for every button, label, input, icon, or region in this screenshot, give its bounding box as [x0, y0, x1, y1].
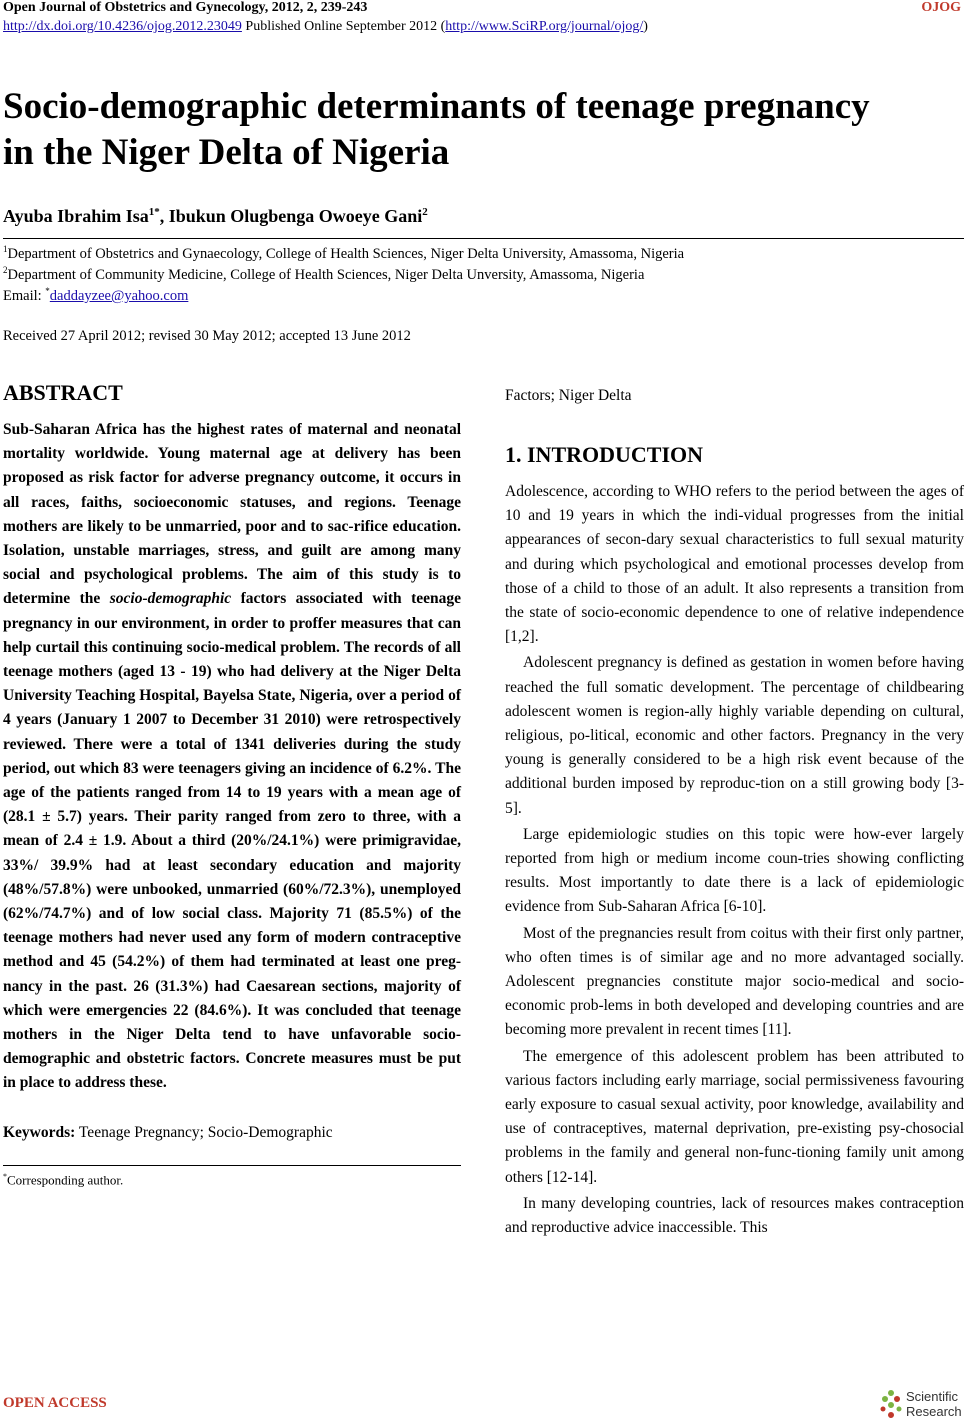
intro-paragraph-2: Adolescent pregnancy is defined as gestation in women before having reached the full somatic development. The percentage of childbearing adolescent women is region-ally highly variable depending on cultural, religious, po-litical, economic and other factors. Pregnancy in the very young is generally considered to be a high risk event because of the additional burden imposed by reproduc-tion on a still growing body [3-5]. [505, 654, 964, 817]
author-2: Ibukun Olugbenga Owoeye Gani [168, 206, 423, 226]
intro-paragraph-6: In many developing countries, lack of resources makes contraception and reproductive advice inaccessible. This [505, 1194, 964, 1237]
affiliation-1 [3, 244, 684, 263]
logo-mark-icon [878, 1389, 904, 1419]
abstract-heading: ABSTRACT [3, 380, 123, 405]
email-link[interactable]: daddayzee@yahoo.com [49, 287, 189, 304]
open-access-label: OPEN ACCESS [3, 1395, 107, 1411]
header-close-paren: ) [643, 19, 648, 34]
logo-text-line-1: Scientific [906, 1389, 959, 1404]
author-1: Ayuba Ibrahim Isa [3, 206, 149, 226]
abstract-italic-term: socio-demographic [109, 590, 232, 608]
footnote-sup: * [3, 1171, 7, 1181]
header-links-line [3, 19, 648, 35]
email-label: Email: [3, 287, 46, 304]
intro-paragraph-3: Large epidemiologic studies on this topic were how-ever largely reported from high or medium income coun-tries showing conflicting results. Most importantly to date there is a lack of epidemiologic evidence from Sub-Saharan Africa [6-10]. [505, 825, 964, 916]
keywords-continuation: Factors; Niger Delta [505, 387, 632, 404]
affiliation-2-sup: 2 [3, 265, 8, 275]
abstract-body [3, 418, 461, 1096]
intro-paragraph-5: The emergence of this adolescent problem has been attributed to various factors including early marriage, social permissiveness favouring early exposure to casual sexual activity, poor knowledge, availability and use of contraceptives, maternal deprivation, pre-existing psy-chosocial problems in the family and general non-func-tioning family unit among others [12-14]. [505, 1047, 964, 1186]
intro-paragraph-4: Most of the pregnancies result from coitus with their first only partner, who often times is of similar age and no more advantaged socially. Adolescent pregnancies constitute major socio-medical and socio-economic prob-lems in both developed and developing countries and are becoming more prevalent in recent times [11]. [505, 924, 964, 1039]
email-line [3, 286, 188, 305]
received-dates: Received 27 April 2012; revised 30 May 2012; accepted 13 June 2012 [3, 328, 411, 344]
affiliation-1-text: Department of Obstetrics and Gynaecology, College of Health Sciences, Niger Delta University, Amassoma, Nigeria [7, 245, 685, 262]
doi-link[interactable]: http://dx.doi.org/10.4236/ojog.2012.23049 [3, 19, 242, 34]
introduction-heading: 1. INTRODUCTION [505, 442, 704, 467]
footnote-text: Corresponding author. [7, 1172, 124, 1188]
keywords-line [3, 1124, 461, 1142]
logo-text [906, 1389, 962, 1419]
keywords-text: Teenage Pregnancy; Socio-Demographic [75, 1123, 333, 1141]
affiliation-2-text: Department of Community Medicine, College of Health Sciences, Niger Delta Unversity, Amassoma, Nigeria [7, 266, 645, 283]
journal-url-link[interactable]: http://www.SciRP.org/journal/ojog/ [445, 19, 644, 34]
left-column [3, 380, 461, 1188]
journal-citation: Open Journal of Obstetrics and Gynecology, 2012, 2, 239-243 [3, 0, 368, 15]
footnote-divider [3, 1165, 461, 1166]
right-column [505, 384, 964, 1242]
email-sup: * [45, 286, 50, 296]
journal-abbreviation: OJOG [921, 0, 961, 15]
footnote [3, 1172, 461, 1188]
published-text: Published Online September 2012 ( [245, 19, 446, 34]
article-title [3, 84, 963, 176]
title-line-2: in the Niger Delta of Nigeria [3, 132, 450, 173]
header-divider [3, 238, 964, 239]
author-1-sup: 1* [148, 206, 160, 218]
keywords-label: Keywords: [3, 1123, 76, 1141]
logo-text-line-2: Research [906, 1404, 962, 1419]
affiliation-1-sup: 1 [3, 244, 8, 254]
affiliation-2 [3, 265, 644, 284]
abstract-text-2: factors associated with teenage pregnancy in our environment, in order to proffer measures that can help curtail this continuing socio-medical problem. The records of all teenage mothers (aged 13 - 19) who had delivery at the Niger Delta University Teaching Hospital, Bayelsa State, Nigeria, over a period of 4 years (January 1 2007 to December 31 2010) were retrospectively reviewed. There were a total of 1341 deliveries during the study period, out which 83 were teenagers giving an incidence of 6.2%. The age of the patients ranged from 14 to 19 years with a mean age of (28.1 ± 5.7) years. Their parity ranged from zero to three, with a mean of 2.4 ± 1.9. About a third (20%/24.1%) were primigravidae, 33%/ 39.9% had at least secondary education and majority (48%/57.8%) were unbooked, unmarried (60%/72.3%), unemployed (62%/74.7%) and of low social class. Majority 71 (85.5%) of the teenage mothers had never used any form of modern contraceptive method and 45 (54.2%) of them had terminated at least one preg-nancy in the past. 26 (31.3%) had Caesarean sections, majority of which were emergencies 22 (84.6%). It was concluded that teenage mothers in the Niger Delta tend to have unfavorable socio-demographic and obstetric factors. Concrete measures must be put in place to address these. [3, 590, 461, 1092]
author-list [3, 206, 428, 227]
intro-paragraph-1: Adolescence, according to WHO refers to the period between the ages of 10 and 19 years in which the indi-vidual progresses from the initial appearances of secon-dary sexual characteristics to full sexual maturity and during which psychological and emotional processes develop from those of a child to those of an adult. It also represents a transition from the state of socio-economic dependence to one of relative independence [1,2]. [505, 483, 964, 646]
title-line-1: Socio-demographic determinants of teenage pregnancy [3, 86, 870, 127]
author-2-sup: 2 [422, 206, 428, 218]
author-separator: , [159, 206, 169, 226]
scientific-research-logo [878, 1389, 966, 1421]
abstract-text-1: Sub-Saharan Africa has the highest rates of maternal and neonatal mortality worldwide. Young maternal age at delivery has been proposed as risk factor for adverse pregnancy outcome, it occurs in all races, faiths, socioeconomic statuses, and regions. Teenage mothers are likely to be unmarried, poor and to sac-rifice education. Isolation, unstable marriages, stress, and guilt are among many social and psychological problems. The aim of this study is to determine the [3, 421, 461, 608]
